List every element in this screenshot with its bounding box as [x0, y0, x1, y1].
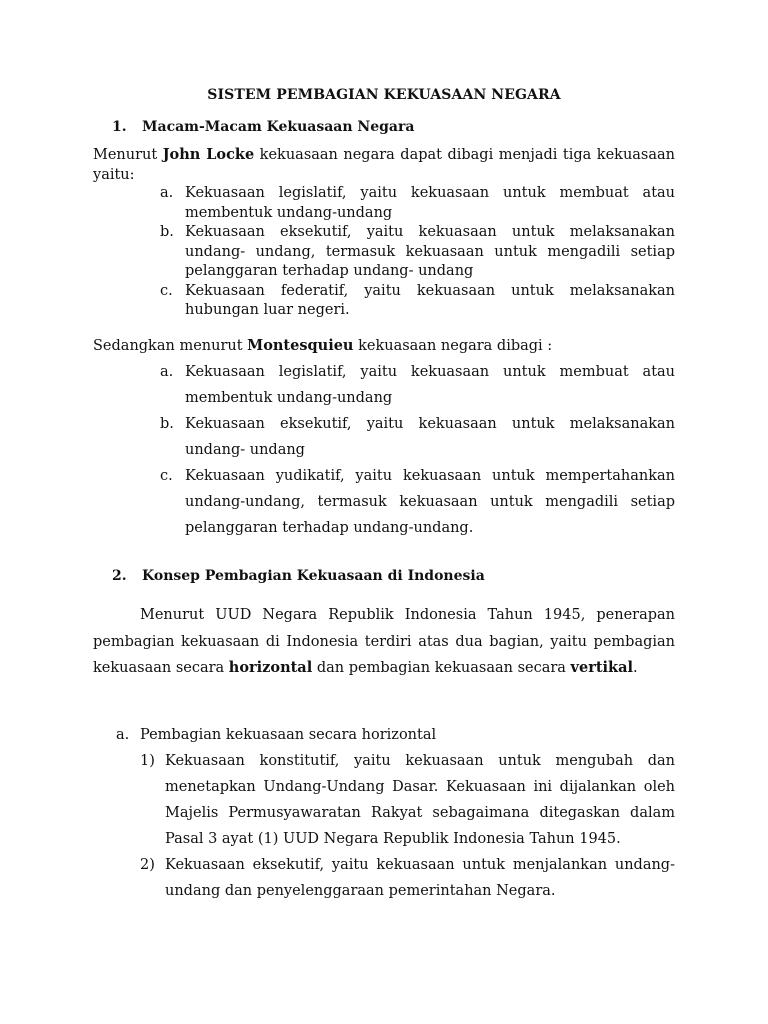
- list-item: [160, 411, 675, 463]
- locke-intro-after: kekuasaan negara dapat dibagi menjadi tiga kekuasaan yaitu:: [93, 147, 675, 183]
- list-marker: a.: [160, 364, 174, 380]
- list-item-text: Kekuasaan eksekutif, yaitu kekuasaan untuk melaksanakan undang- undang: [185, 416, 675, 458]
- document-title: SISTEM PEMBAGIAN KEKUASAAN NEGARA: [207, 87, 561, 103]
- montesquieu-list: [160, 359, 675, 541]
- list-marker: c.: [160, 282, 173, 299]
- list-marker: b.: [160, 224, 174, 240]
- locke-list: [160, 184, 675, 321]
- montesquieu-name: Montesquieu: [247, 337, 354, 354]
- section-2-number: 2.: [112, 568, 127, 584]
- section-1-number: 1.: [112, 119, 127, 135]
- list-item-text: Kekuasaan federatif, yaitu kekuasaan untuk melaksanakan hubungan luar negeri.: [185, 282, 675, 318]
- list-marker: 2): [140, 857, 155, 873]
- section-1-heading: [112, 119, 414, 135]
- locke-intro-before: Menurut: [93, 147, 163, 163]
- montesquieu-intro-before: Sedangkan menurut: [93, 338, 248, 354]
- list-item: [160, 184, 675, 223]
- intro-part-2: dan pembagian kekuasaan secara: [312, 660, 571, 676]
- montesquieu-intro-after: kekuasaan negara dibagi :: [353, 338, 553, 354]
- list-item: [160, 463, 675, 541]
- list-item: [160, 282, 675, 321]
- list-item-text: Kekuasaan konstitutif, yaitu kekuasaan untuk mengubah dan menetapkan Undang-Undang Dasar. Kekuasaan ini dijalankan oleh Majelis Permusyawaratan Rakyat sebagaimana ditegaskan dalam Pasal 3 ayat (1) UUD Negara Republik Indonesia Tahun 1945.: [165, 753, 675, 847]
- section-2-heading: [112, 568, 485, 584]
- intro-part-1: Menurut UUD Negara Republik Indonesia Tahun 1945, penerapan pembagian kekuasaan di Indonesia terdiri atas dua bagian, yaitu pembagian kekuasaan secara: [93, 607, 675, 676]
- locke-name: John Locke: [162, 146, 255, 163]
- list-marker: a.: [160, 185, 174, 201]
- list-marker: c.: [160, 468, 173, 484]
- intro-horizontal: horizontal: [228, 659, 313, 676]
- intro-vertikal: vertikal: [570, 659, 633, 676]
- sub-a-heading: [116, 722, 436, 748]
- list-item-text: Kekuasaan legislatif, yaitu kekuasaan untuk membuat atau membentuk undang-undang: [185, 185, 675, 221]
- list-item: [140, 852, 675, 904]
- list-item: [160, 223, 675, 282]
- locke-intro: [93, 145, 675, 185]
- sub-a-title: Pembagian kekuasaan secara horizontal: [140, 727, 437, 743]
- list-marker: 1): [140, 753, 155, 769]
- list-marker: b.: [160, 416, 174, 432]
- list-item: [160, 359, 675, 411]
- list-item-text: Kekuasaan yudikatif, yaitu kekuasaan untuk mempertahankan undang-undang, termasuk kekuasaan untuk mengadili setiap pelanggaran terhadap undang-undang.: [185, 468, 675, 536]
- montesquieu-intro: [93, 336, 675, 357]
- section-2-title: Konsep Pembagian Kekuasaan di Indonesia: [142, 568, 485, 584]
- section-1-title: Macam-Macam Kekuasaan Negara: [142, 119, 415, 135]
- list-item-text: Kekuasaan legislatif, yaitu kekuasaan untuk membuat atau membentuk undang-undang: [185, 364, 675, 406]
- section-2-intro: [93, 602, 675, 682]
- sub-a-marker: a.: [116, 727, 130, 743]
- list-item: [140, 748, 675, 852]
- intro-part-3: .: [633, 660, 638, 676]
- list-item-text: Kekuasaan eksekutif, yaitu kekuasaan untuk menjalankan undang-undang dan penyelenggaraan pemerintahan Negara.: [165, 857, 675, 899]
- horizontal-list: [140, 748, 675, 904]
- list-item-text: Kekuasaan eksekutif, yaitu kekuasaan untuk melaksanakan undang- undang, termasuk kekuasaan untuk mengadili setiap pelanggaran terhadap undang- undang: [185, 224, 675, 279]
